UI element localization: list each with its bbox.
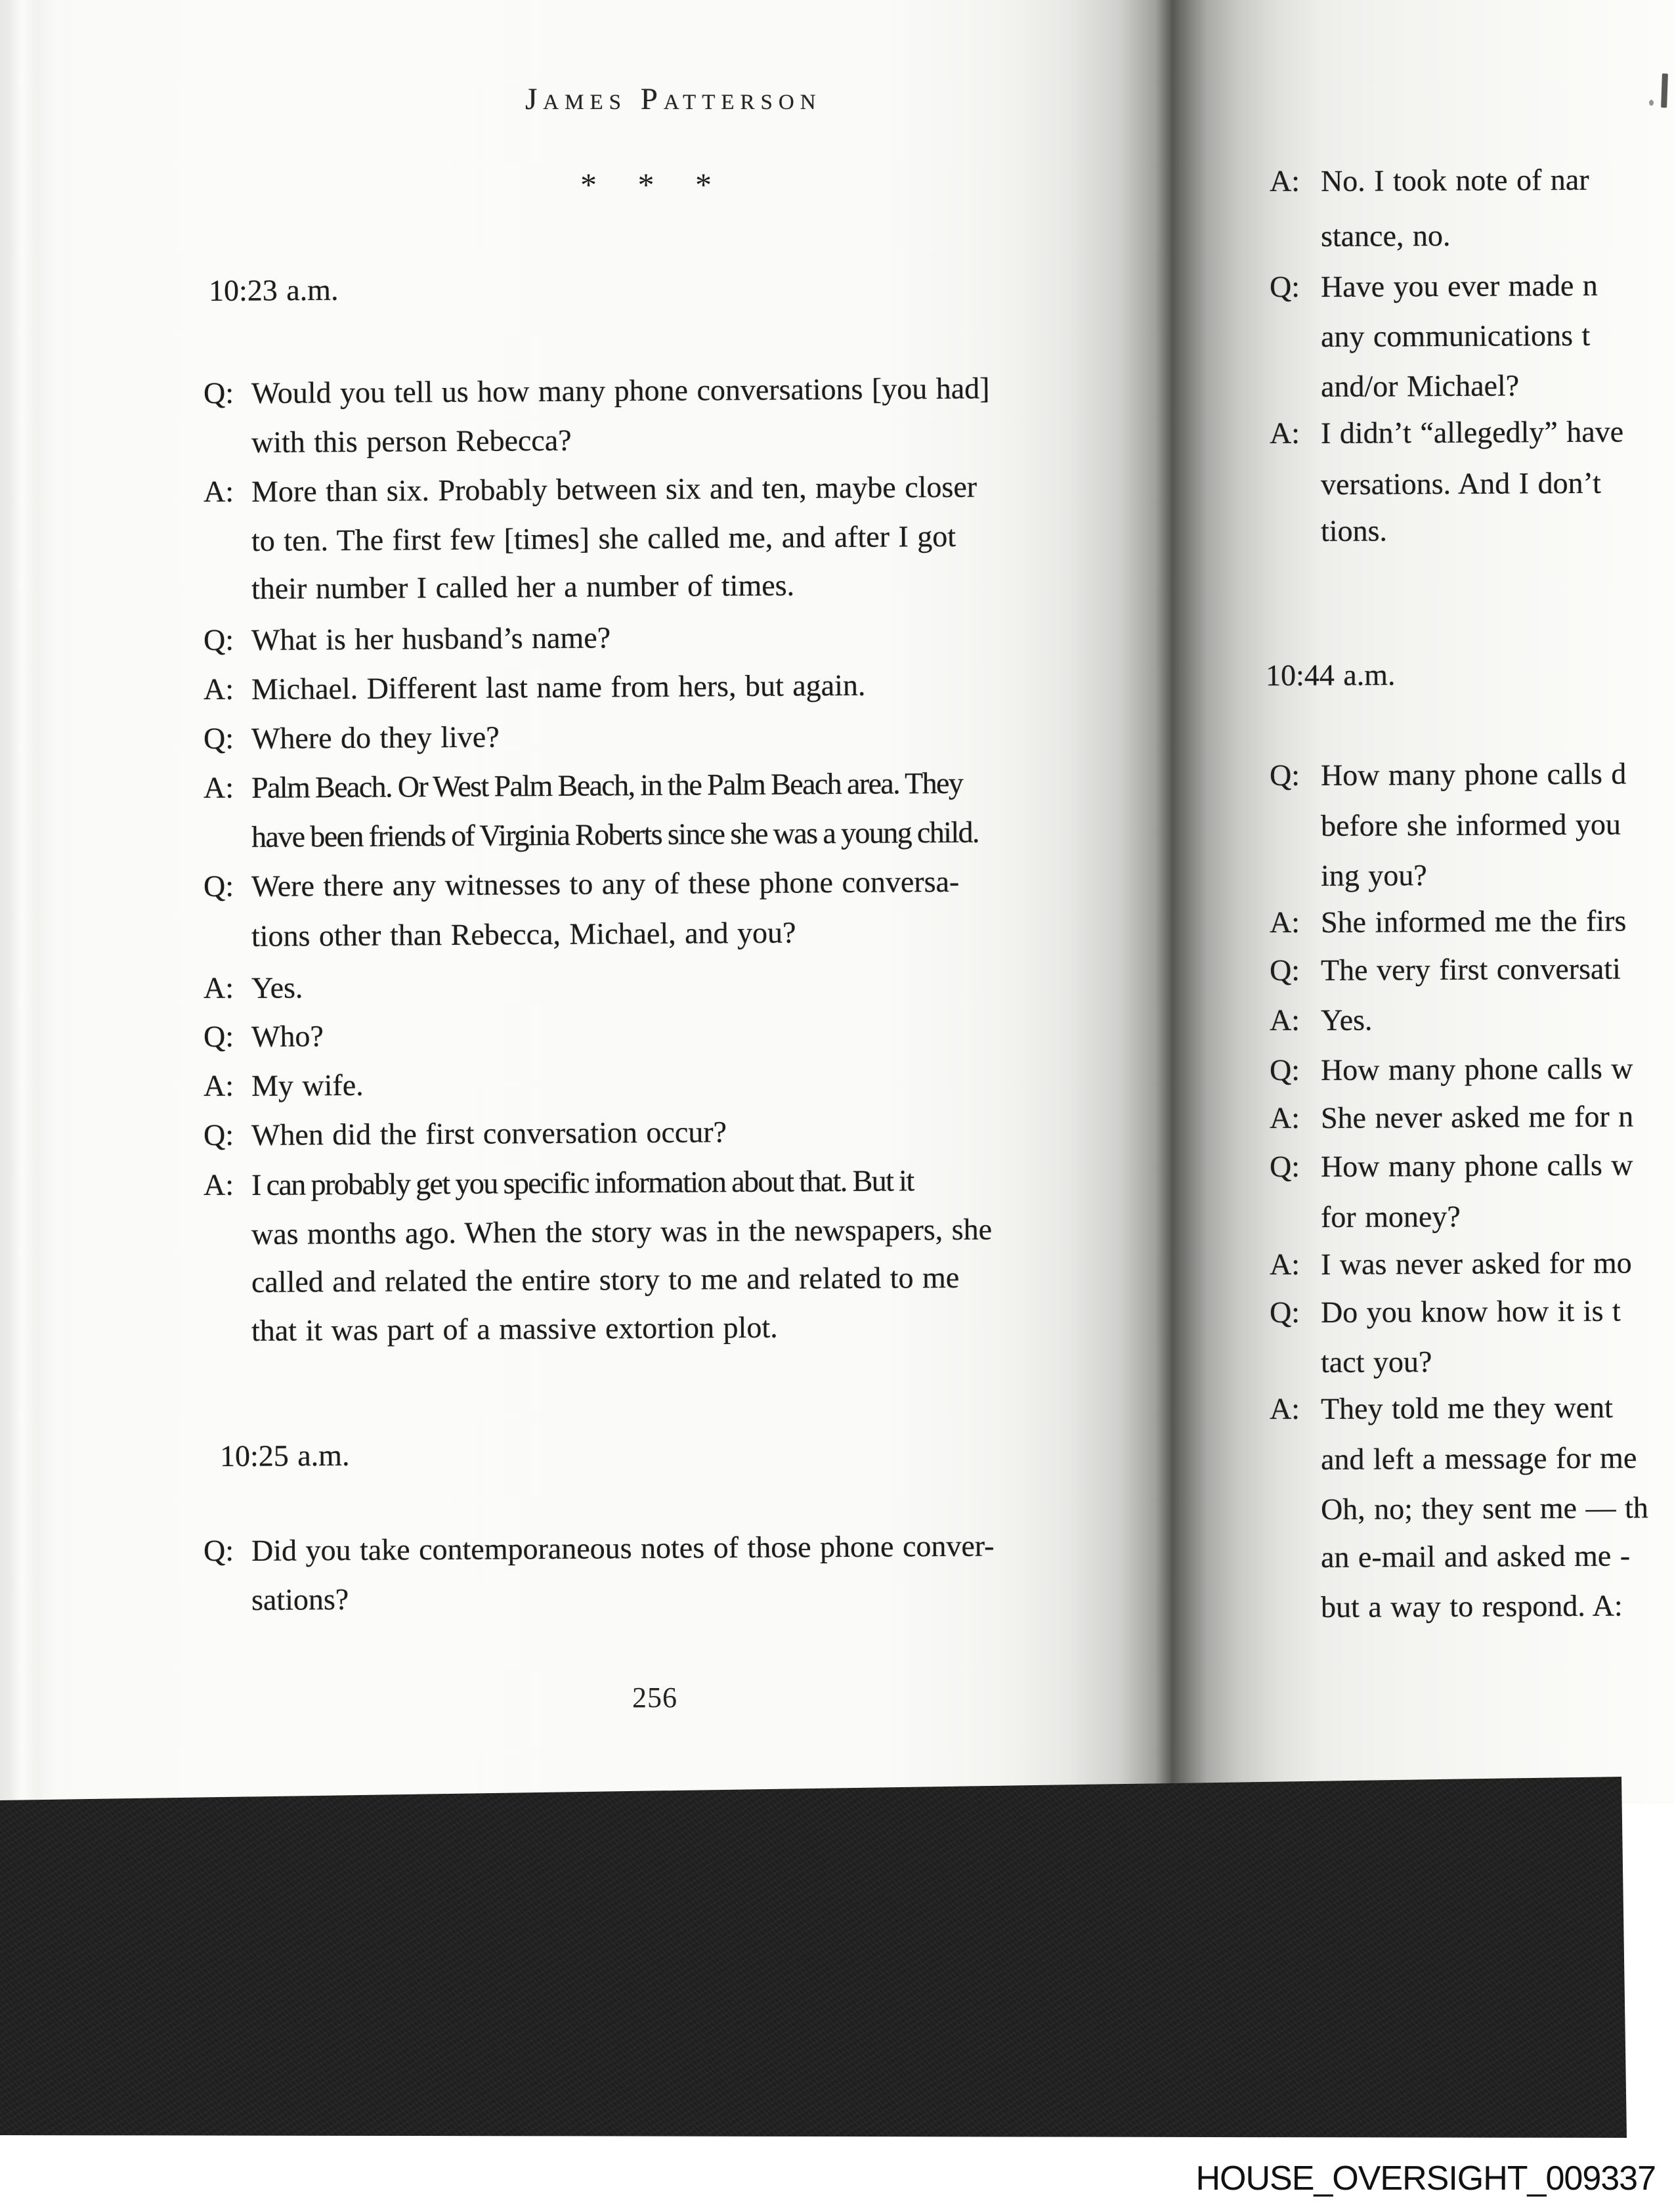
qa-marker: A: — [1269, 163, 1300, 198]
section-break-asterisks: * * * — [580, 166, 713, 203]
qa-line: Yes. — [1320, 1003, 1373, 1037]
qa-marker: Q: — [1269, 1295, 1300, 1329]
qa-line: When did the first conversation occur? — [251, 1115, 727, 1152]
qa-line: sations? — [251, 1582, 349, 1616]
qa-marker: Q: — [1269, 953, 1300, 987]
qa-line: and left a message for me — [1320, 1441, 1637, 1476]
qa-marker: A: — [1269, 1391, 1300, 1425]
qa-line: stance, no. — [1320, 218, 1451, 253]
qa-line: have been friends of Virginia Roberts since she was a young child. — [251, 815, 979, 854]
qa-marker: Q: — [1269, 1149, 1300, 1183]
qa-line: Were there any witnesses to any of these phone conversa- — [251, 864, 960, 903]
qa-line: Palm Beach. Or West Palm Beach, in the Palm Beach area. They — [251, 766, 963, 804]
qa-line: but a way to respond. A: — [1320, 1588, 1623, 1624]
qa-marker: A: — [203, 1068, 234, 1102]
qa-marker: A: — [1269, 1247, 1300, 1281]
bates-stamp: HOUSE_OVERSIGHT_009337 — [1195, 2159, 1656, 2198]
qa-line: Michael. Different last name from hers, but again. — [251, 668, 866, 706]
qa-line: My wife. — [251, 1068, 364, 1102]
qa-line: Did you take contemporaneous notes of those phone conver- — [251, 1529, 995, 1567]
qa-line: and/or Michael? — [1320, 368, 1520, 403]
page-number: 256 — [632, 1681, 677, 1714]
qa-line: How many phone calls w — [1320, 1148, 1633, 1183]
qa-line: that it was part of a massive extortion plot. — [251, 1310, 778, 1347]
qa-marker: A: — [1269, 1100, 1300, 1135]
qa-line: Oh, no; they sent me — th — [1320, 1490, 1648, 1526]
qa-line: Would you tell us how many phone conversations [you had] — [251, 371, 990, 410]
qa-line: Do you know how it is t — [1320, 1293, 1621, 1329]
qa-marker: A: — [1269, 416, 1300, 450]
qa-line: versations. And I don’t — [1320, 466, 1601, 501]
qa-line: More than six. Probably between six and ten, maybe closer — [251, 469, 977, 508]
running-header: James Patterson — [525, 82, 822, 116]
time-heading: 10:44 a.m. — [1265, 657, 1396, 692]
qa-line: How many phone calls d — [1320, 756, 1627, 792]
qa-line: for money? — [1320, 1199, 1461, 1234]
qa-line: She never asked me for n — [1320, 1099, 1634, 1135]
qa-line: before she informed you — [1320, 807, 1621, 842]
qa-line: How many phone calls w — [1320, 1051, 1633, 1087]
qa-line: What is her husband’s name? — [251, 620, 611, 657]
qa-marker: Q: — [203, 1019, 234, 1053]
qa-line: No. I took note of nar — [1320, 162, 1589, 198]
qa-marker: A: — [203, 770, 234, 804]
qa-marker: Q: — [1269, 269, 1300, 303]
qa-marker: A: — [203, 474, 234, 508]
qa-marker: A: — [1269, 905, 1300, 939]
qa-line: called and related the entire story to me and related to me — [251, 1260, 960, 1299]
time-heading: 10:25 a.m. — [219, 1438, 350, 1473]
qa-line: tions other than Rebecca, Michael, and you? — [251, 915, 796, 953]
qa-line: was months ago. When the story was in the newspapers, she — [251, 1212, 993, 1251]
qa-line: Where do they live? — [251, 720, 500, 755]
qa-marker: Q: — [1269, 758, 1300, 792]
qa-line: I didn’t “allegedly” have — [1320, 414, 1624, 450]
qa-line: their number I called her a number of times. — [251, 568, 795, 605]
qa-line: with this person Rebecca? — [251, 423, 572, 459]
qa-marker: Q: — [203, 869, 234, 903]
qa-line: an e-mail and asked me - — [1320, 1538, 1631, 1574]
qa-marker: Q: — [203, 1533, 234, 1567]
qa-line: ing you? — [1320, 858, 1427, 892]
qa-marker: Q: — [203, 1117, 234, 1152]
qa-line: I can probably get you specific information about that. But it — [251, 1163, 914, 1202]
qa-line: tions. — [1320, 513, 1388, 548]
qa-line: She informed me the firs — [1320, 903, 1627, 939]
qa-marker: Q: — [203, 622, 234, 657]
qa-marker: Q: — [203, 721, 234, 755]
qa-line: Have you ever made n — [1320, 268, 1598, 303]
qa-marker: Q: — [1269, 1052, 1300, 1087]
qa-line: Yes. — [251, 970, 303, 1005]
right-page — [1247, 0, 1674, 1804]
time-heading: 10:23 a.m. — [208, 272, 339, 307]
qa-line: The very first conversati — [1320, 951, 1621, 987]
qa-line: I was never asked for mo — [1320, 1246, 1632, 1281]
qa-line: to ten. The first few [times] she called me, and after I got — [251, 519, 956, 557]
qa-line: Who? — [251, 1019, 324, 1053]
qa-marker: A: — [203, 970, 234, 1005]
qa-marker: A: — [203, 672, 234, 706]
qa-marker: A: — [203, 1167, 234, 1202]
qa-marker: Q: — [203, 376, 234, 410]
qa-marker: A: — [1269, 1003, 1300, 1037]
qa-line: tact you? — [1320, 1345, 1432, 1379]
qa-line: any communications t — [1320, 318, 1591, 353]
qa-line: They told me they went — [1320, 1390, 1614, 1425]
scanner-bed-black-area — [0, 1773, 1627, 2142]
